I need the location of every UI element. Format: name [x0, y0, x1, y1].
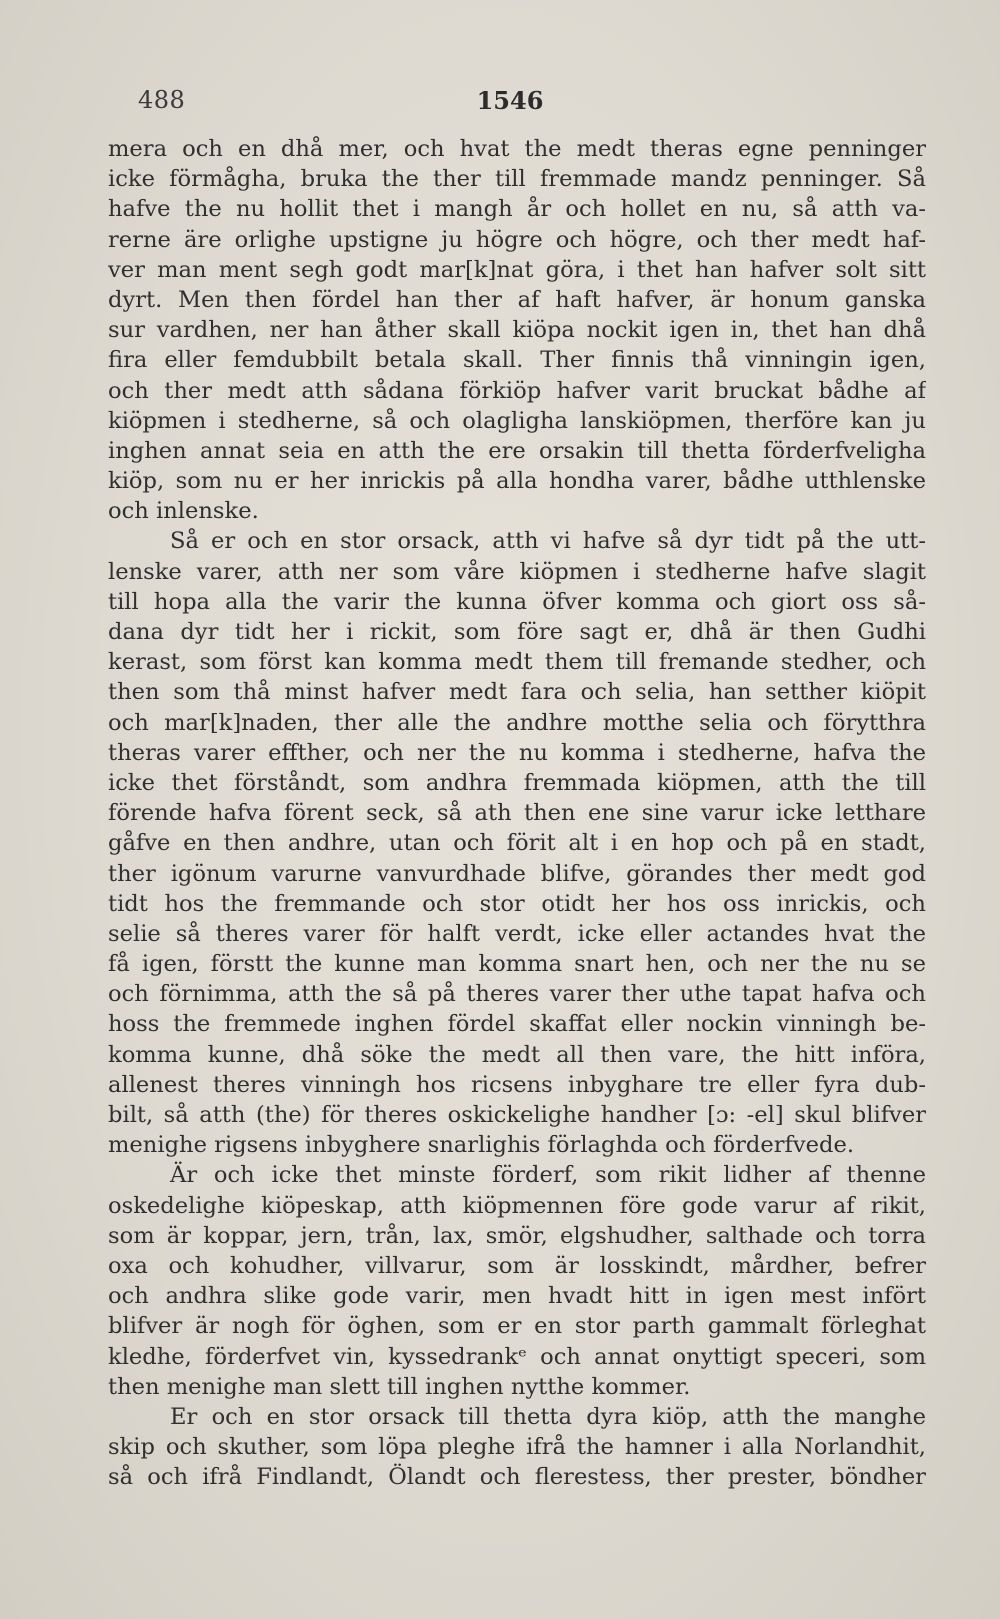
- text-line: menighe rigsens inbyghere snarlighis förlaghda och förderfvede.: [108, 1132, 855, 1159]
- text-line: tidt hos the fremmande och stor otidt her hos oss inrickis, och: [108, 890, 926, 917]
- text-line: hoss the fremmede inghen fördel skaffat eller nockin vinningh be-: [108, 1011, 926, 1038]
- text-line: som är koppar, jern, trån, lax, smör, elgshudher, salthade och torra: [108, 1222, 926, 1249]
- text-line: gåfve en then andhre, utan och förit alt i en hop och på en stadt,: [108, 830, 926, 857]
- text-line: mera och en dhå mer, och hvat the medt theras egne penninger: [108, 136, 926, 162]
- text-line: Er och en stor orsack till thetta dyra kiöp, atth the manghe: [170, 1403, 926, 1430]
- text-line: bilt, så atth (the) för theres oskickelighe handher [ɔ: -el] skul blifver: [108, 1102, 926, 1128]
- text-line: then som thå minst hafver medt fara och selia, han setther kiöpit: [108, 679, 926, 706]
- text-line: och förnimma, atth the så på theres varer ther uthe tapat hafva och: [108, 981, 926, 1008]
- text-line: icke thet förståndt, som andhra fremmada kiöpmen, atth the till: [108, 769, 926, 796]
- page-number: 488: [138, 86, 186, 114]
- text-line: och inlenske.: [108, 498, 259, 525]
- text-line: theras varer effther, och ner the nu komma i stedherne, hafva the: [108, 739, 926, 766]
- text-line: förende hafva förent seck, så ath then ene sine varur icke letthare: [108, 800, 926, 827]
- text-line: kerast, som först kan komma medt them till fremande stedher, och: [108, 649, 926, 676]
- text-line: lenske varer, atth ner som våre kiöpmen i stedherne hafve slagit: [108, 558, 926, 585]
- text-line: oskedelighe kiöpeskap, atth kiöpmennen före gode varur af rikit,: [108, 1192, 926, 1219]
- text-line: icke förmågha, bruka the ther till fremmade mandz penninger. Så: [108, 166, 926, 193]
- text-line: ver man ment segh godt mar[k]nat göra, i thet han hafver solt sitt: [108, 256, 926, 283]
- text-line: skip och skuther, som löpa pleghe ifrå the hamner i alla Norlandhit,: [108, 1434, 926, 1461]
- text-line: blifver är nogh för öghen, som er en stor parth gammalt förleghat: [108, 1313, 926, 1340]
- text-line: dana dyr tidt her i rickit, som före sagt er, dhå är then Gudhi: [108, 619, 926, 645]
- text-line: Är och icke thet minste förderf, som rikit lidher af thenne: [170, 1162, 926, 1189]
- text-line: sur vardhen, ner han åther skall kiöpa nockit igen in, thet han dhå: [108, 317, 926, 344]
- text-line: inghen annat seia en atth the ere orsakin till thetta förderfveligha: [108, 437, 926, 464]
- text-line: Så er och en stor orsack, atth vi hafve så dyr tidt på the utt-: [170, 528, 926, 555]
- text-line: kiöp, som nu er her inrickis på alla hondha varer, bådhe utthlenske: [108, 468, 926, 495]
- text-line: dyrt. Men then fördel han ther af haft hafver, är honum ganska: [108, 286, 926, 313]
- text-line: så och ifrå Findlandt, Ölandt och flerestess, ther prester, böndher: [108, 1464, 926, 1491]
- text-line: rerne äre orlighe upstigne ju högre och högre, och ther medt haf-: [108, 226, 926, 253]
- text-line: hafve the nu hollit thet i mangh år och hollet en nu, så atth va-: [108, 196, 926, 223]
- text-line: ther igönum varurne vanvurdhade blifve, görandes ther medt god: [108, 860, 926, 887]
- text-line: och andhra slike gode varir, men hvadt hitt in igen mest infört: [108, 1283, 926, 1310]
- text-line: och ther medt atth sådana förkiöp hafver varit bruckat bådhe af: [108, 377, 926, 404]
- text-line: till hopa alla the varir the kunna öfver komma och giort oss så-: [108, 588, 926, 615]
- text-line: selie så theres varer för halft verdt, icke eller actandes hvat the: [108, 920, 926, 947]
- text-line: och mar[k]naden, ther alle the andhre motthe selia och förytthra: [108, 709, 926, 736]
- text-line: kiöpmen i stedherne, så och olagligha lanskiöpmen, therföre kan ju: [108, 407, 926, 434]
- text-line: komma kunne, dhå söke the medt all then vare, the hitt införa,: [108, 1041, 926, 1068]
- body-text: [108, 134, 926, 1492]
- text-line: fira eller femdubbilt betala skall. Ther finnis thå vinningin igen,: [108, 347, 926, 374]
- text-line: then menighe man slett till inghen nytthe kommer.: [108, 1373, 691, 1400]
- page-heading-year: 1546: [476, 86, 544, 115]
- text-line: kledhe, förderfvet vin, kyssedrankᵉ och annat onyttigt speceri, som: [108, 1343, 926, 1370]
- text-line: oxa och kohudher, villvarur, som är losskindt, mårdher, befrer: [108, 1252, 926, 1279]
- text-line: allenest theres vinningh hos ricsens inbyghare tre eller fyra dub-: [108, 1071, 926, 1098]
- text-line: få igen, förstt the kunne man komma snart hen, och ner the nu se: [108, 951, 926, 978]
